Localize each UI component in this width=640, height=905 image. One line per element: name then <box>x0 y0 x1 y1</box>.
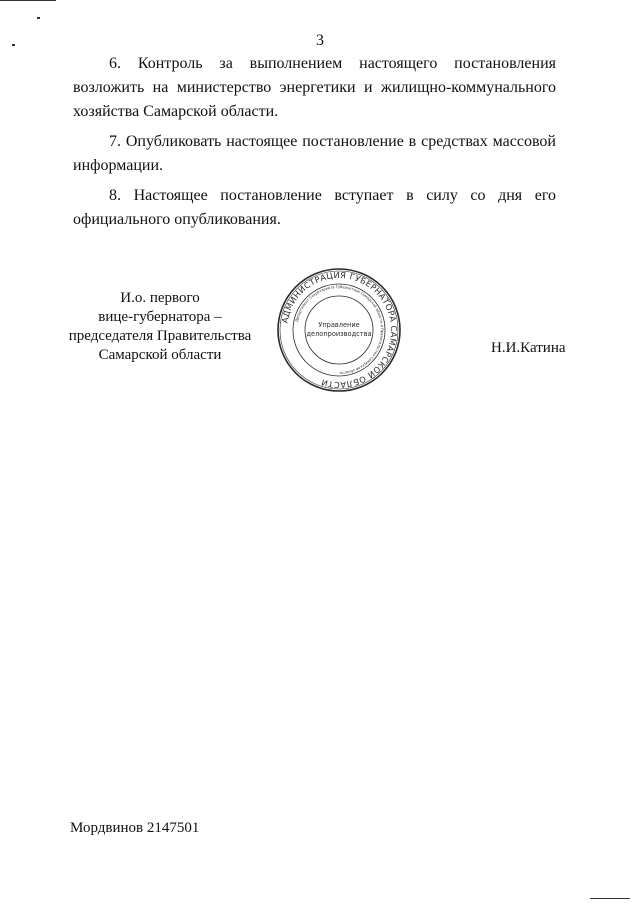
seal-inner-text: Департамент Секретариата Губернатора Самарской области и Правительства Самарской области <box>294 284 385 376</box>
seal-center-line: делопроизводства <box>306 330 372 338</box>
scan-artifact <box>590 898 630 899</box>
scan-artifact <box>37 17 40 19</box>
seal-center-line: Управление <box>318 321 360 329</box>
page-number: 3 <box>316 32 324 49</box>
seal-icon <box>276 267 402 393</box>
paragraph-item-7: 7. Опубликовать настоящее постановление в средствах массовой информации. <box>73 133 556 174</box>
official-seal-stamp <box>276 267 402 393</box>
paragraph-item-6: 6. Контроль за выполнением настоящего постановления возложить на министерство энергетики и жилищно-коммунального хозяйства Самарской области. <box>73 55 556 120</box>
signatory-position <box>60 289 260 365</box>
signatory-position-line: вице-губернатора – <box>98 309 222 325</box>
signatory-name: Н.И.Катина <box>491 340 566 356</box>
seal-outer-text: АДМИНИСТРАЦИЯ ГУБЕРНАТОРА САМАРСКОЙ ОБЛАСТИ <box>279 269 400 391</box>
signatory-position-line: председателя Правительства <box>68 328 252 344</box>
signatory-position-line: И.о. первого <box>120 290 200 306</box>
scan-artifact <box>0 0 56 1</box>
paragraph-item-8: 8. Настоящее постановление вступает в силу со дня его официального опубликования. <box>73 187 556 228</box>
executor-info: Мордвинов 2147501 <box>70 820 200 836</box>
signatory-position-line: Самарской области <box>98 347 222 363</box>
